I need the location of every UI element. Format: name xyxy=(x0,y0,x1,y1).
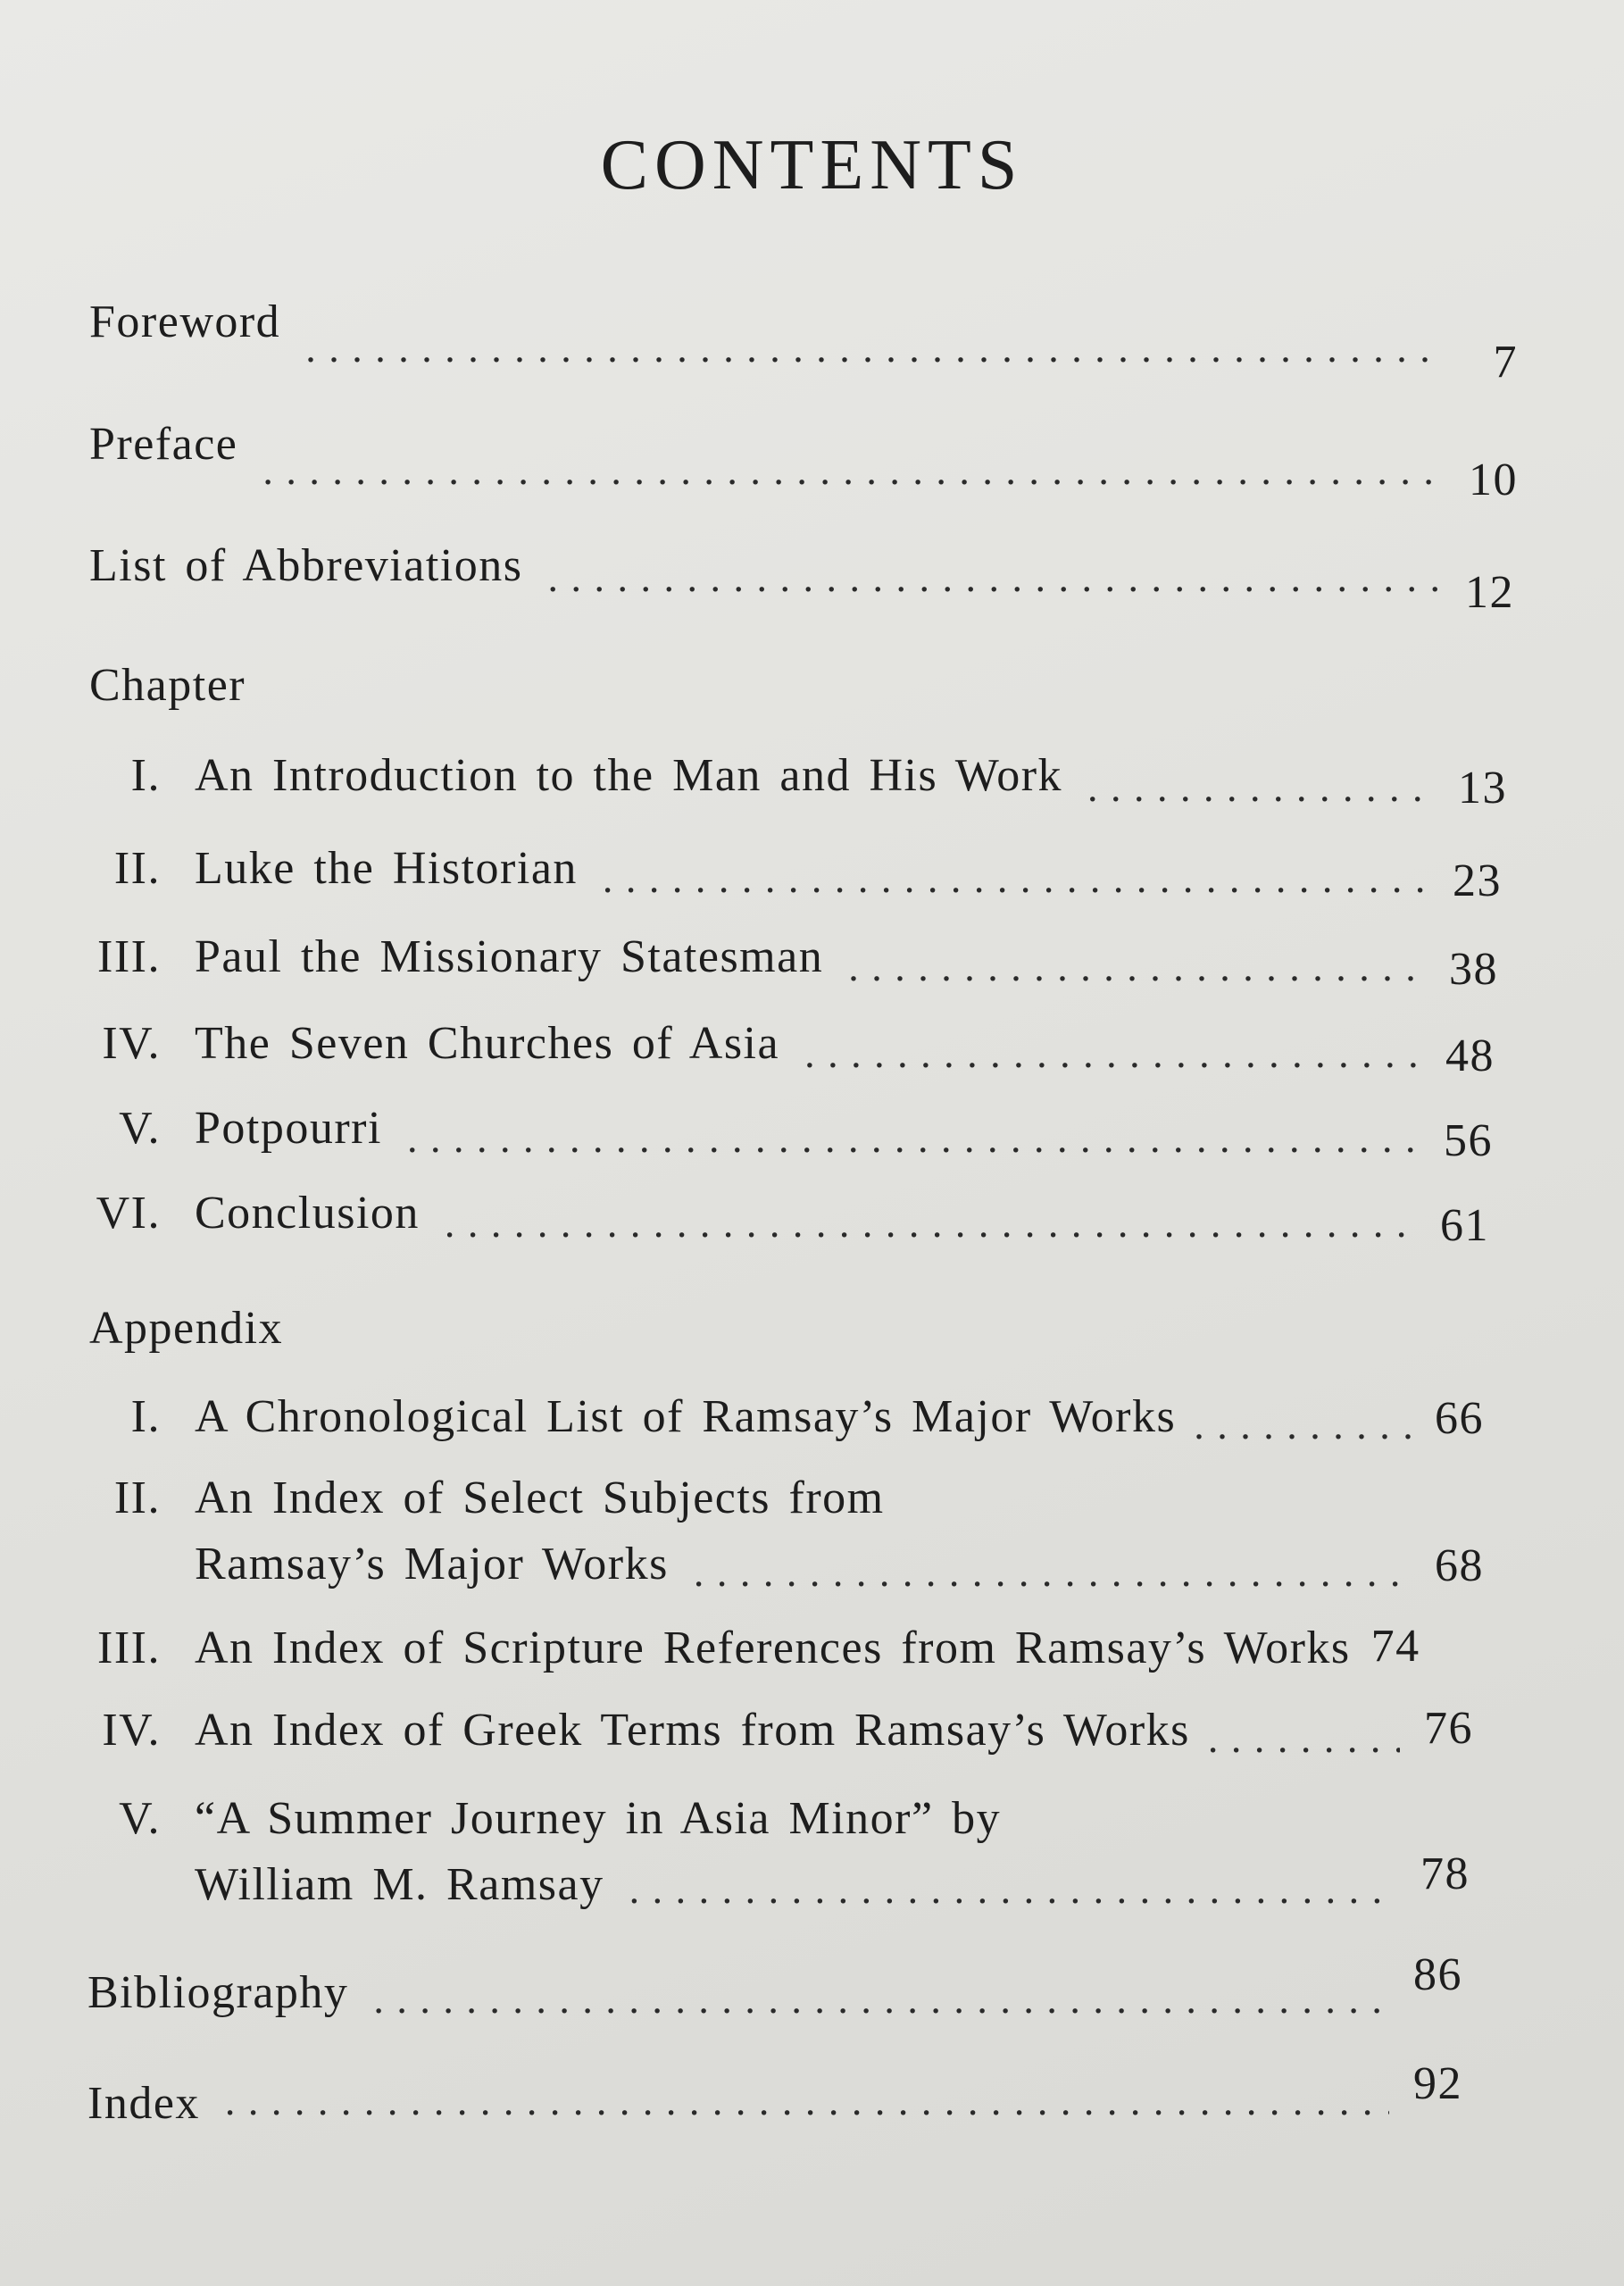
leader-dots xyxy=(1194,1405,1411,1446)
toc-entry-preface[interactable] xyxy=(89,419,1518,505)
leader-dots xyxy=(848,947,1425,988)
toc-entry-label: Luke the Historian xyxy=(195,843,578,894)
leader-dots xyxy=(225,2081,1389,2122)
toc-entry-label: An Index of Select Subjects from xyxy=(195,1473,885,1523)
appendix-numeral: IV. xyxy=(102,1705,161,1756)
leader-dots xyxy=(1087,767,1434,808)
chapter-numeral: II. xyxy=(113,843,161,894)
leader-dots xyxy=(407,1118,1420,1159)
toc-entry-page: 38 xyxy=(1449,944,1498,995)
toc-entry-label: Bibliography xyxy=(87,1967,349,2018)
leader-dots xyxy=(547,557,1441,598)
toc-entry-page: 56 xyxy=(1444,1115,1493,1166)
toc-entry-label: Index xyxy=(87,2078,200,2129)
toc-entry-page: 61 xyxy=(1440,1200,1489,1251)
leader-dots xyxy=(445,1203,1416,1244)
toc-entry-label: An Index of Scripture References from Ramsay’s Works xyxy=(195,1623,1351,1673)
appendix-numeral: V. xyxy=(119,1793,161,1844)
toc-entry-appendix-4[interactable] xyxy=(36,1703,1473,1756)
toc-entry-appendix-1[interactable] xyxy=(36,1391,1484,1444)
leader-dots xyxy=(694,1552,1411,1593)
toc-entry-page: 12 xyxy=(1465,567,1514,618)
toc-entry-abbreviations[interactable] xyxy=(89,540,1514,618)
chapter-numeral: III. xyxy=(97,931,161,982)
toc-entry-page: 74 xyxy=(1370,1621,1420,1672)
toc-entry-label: Paul the Missionary Statesman xyxy=(195,931,824,982)
toc-entry-appendix-5-line-1[interactable] xyxy=(36,1793,1464,1844)
toc-entry-appendix-5-line-2[interactable] xyxy=(195,1848,1470,1910)
toc-entry-label: Conclusion xyxy=(195,1188,420,1239)
toc-entry-label: The Seven Churches of Asia xyxy=(195,1018,780,1069)
leader-dots xyxy=(373,1979,1389,2020)
chapter-numeral: VI. xyxy=(96,1188,161,1239)
toc-entry-label: Potpourri xyxy=(195,1103,382,1154)
toc-entry-page: 68 xyxy=(1435,1540,1484,1591)
toc-entry-label: A Chronological List of Ramsay’s Major Works xyxy=(195,1391,1177,1442)
toc-entry-page: 92 xyxy=(1413,2058,1462,2109)
toc-entry-chapter-2[interactable] xyxy=(36,843,1502,906)
toc-entry-page: 10 xyxy=(1469,455,1518,505)
toc-entry-page: 48 xyxy=(1445,1030,1495,1081)
toc-entry-chapter-3[interactable] xyxy=(36,931,1498,995)
toc-entry-chapter-1[interactable] xyxy=(36,750,1507,813)
toc-entry-label-continued: William M. Ramsay xyxy=(195,1859,604,1910)
toc-entry-appendix-3[interactable] xyxy=(36,1621,1484,1673)
chapter-numeral: IV. xyxy=(102,1018,161,1069)
toc-entry-index[interactable] xyxy=(87,2058,1462,2129)
toc-entry-foreword[interactable] xyxy=(89,296,1518,388)
chapter-numeral: V. xyxy=(119,1103,161,1154)
leader-dots xyxy=(629,1869,1396,1910)
toc-entry-label: An Index of Greek Terms from Ramsay’s Works xyxy=(195,1705,1190,1756)
toc-entry-label-continued: Ramsay’s Major Works xyxy=(195,1539,669,1589)
toc-entry-bibliography[interactable] xyxy=(87,1949,1462,2018)
toc-entry-appendix-2-line-1[interactable] xyxy=(36,1475,1464,1522)
page-title: CONTENTS xyxy=(600,126,1024,204)
toc-entry-label: “A Summer Journey in Asia Minor” by xyxy=(195,1793,1002,1844)
appendix-numeral: III. xyxy=(97,1623,161,1673)
toc-entry-appendix-2-line-2[interactable] xyxy=(195,1539,1484,1591)
toc-entry-page: 76 xyxy=(1424,1703,1473,1754)
toc-entry-label: Preface xyxy=(89,419,238,470)
chapter-numeral: I. xyxy=(130,750,161,801)
appendix-numeral: II. xyxy=(113,1473,161,1523)
leader-dots xyxy=(1208,1718,1400,1759)
toc-entry-page: 13 xyxy=(1458,763,1507,813)
leader-dots xyxy=(603,858,1428,899)
leader-dots xyxy=(804,1033,1421,1074)
appendix-heading: Appendix xyxy=(89,1303,284,1354)
leader-dots xyxy=(305,328,1445,369)
appendix-numeral: I. xyxy=(130,1391,161,1442)
toc-entry-chapter-6[interactable] xyxy=(36,1188,1489,1251)
toc-entry-page: 7 xyxy=(1493,337,1518,388)
toc-entry-label: An Introduction to the Man and His Work xyxy=(195,750,1063,801)
toc-entry-label: List of Abbreviations xyxy=(89,540,523,591)
toc-entry-page: 86 xyxy=(1413,1949,1462,2000)
toc-entry-chapter-5[interactable] xyxy=(36,1103,1493,1166)
leader-dots xyxy=(262,450,1445,491)
toc-entry-page: 78 xyxy=(1420,1848,1470,1899)
toc-entry-page: 66 xyxy=(1435,1393,1484,1444)
toc-entry-page: 23 xyxy=(1453,855,1502,906)
toc-entry-chapter-4[interactable] xyxy=(36,1018,1495,1081)
chapter-heading: Chapter xyxy=(89,660,246,711)
toc-entry-label: Foreword xyxy=(89,296,281,347)
